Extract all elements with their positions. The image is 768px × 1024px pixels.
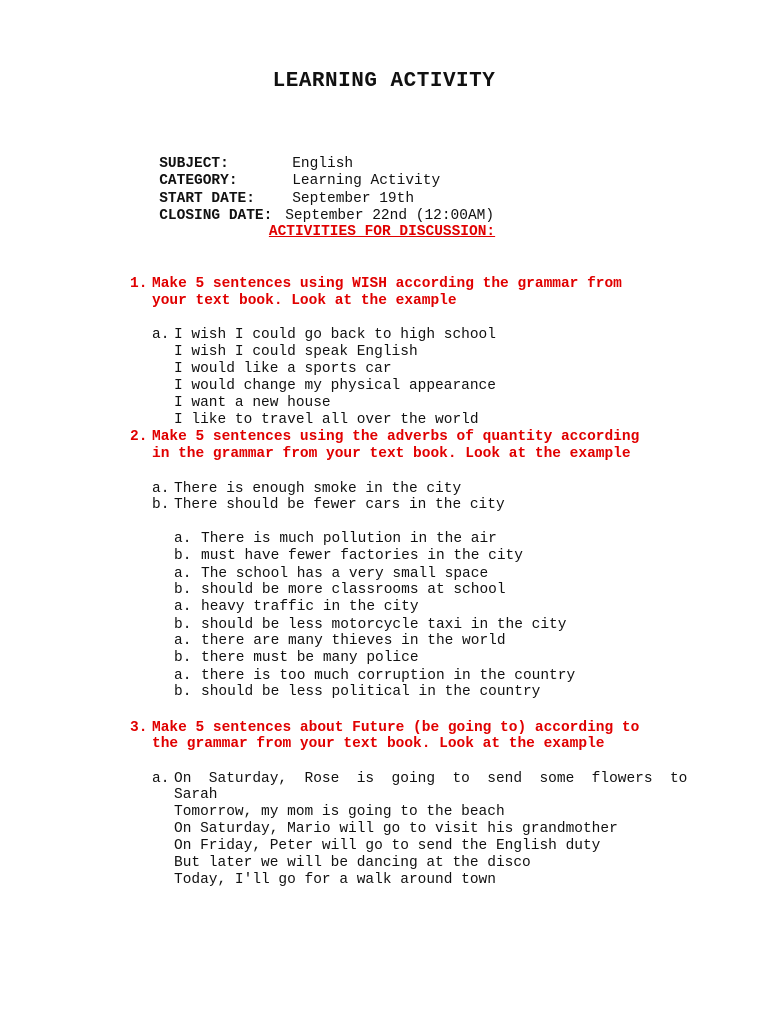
- list-item: On Saturday, Rose is going to send some flowers to: [174, 771, 688, 787]
- subject-value: English: [292, 155, 354, 172]
- category-value: Learning Activity: [292, 173, 441, 189]
- list-item: should be less political in the country: [201, 684, 541, 700]
- list-item: There should be fewer cars in the city: [174, 497, 505, 513]
- sub-letter: a.: [174, 668, 192, 684]
- list-item: I want a new house: [174, 395, 331, 411]
- list-item: I wish I could go back to high school: [174, 327, 496, 343]
- list-item: Today, I'll go for a walk around town: [174, 872, 496, 888]
- sub-letter: a.: [152, 771, 170, 787]
- list-item: On Friday, Peter will go to send the English duty: [174, 838, 601, 854]
- sub-letter: a.: [152, 481, 170, 497]
- item1-instruction-line2: your text book. Look at the example: [152, 293, 457, 309]
- item3-instruction-line2: the grammar from your text book. Look at the example: [152, 736, 605, 752]
- list-item: should be less motorcycle taxi in the city: [201, 617, 567, 633]
- closing-date-label: CLOSING DATE:: [159, 208, 273, 224]
- sub-letter: b.: [174, 582, 192, 598]
- item2-instruction-line1: Make 5 sentences using the adverbs of quantity according: [152, 429, 640, 445]
- subject-row: [107, 138, 494, 172]
- list-item: I would change my physical appearance: [174, 378, 496, 394]
- list-item: there is too much corruption in the country: [201, 668, 576, 684]
- item-number: 2.: [130, 429, 148, 445]
- list-item: On Saturday, Mario will go to visit his grandmother: [174, 821, 618, 837]
- meta-block: [107, 138, 495, 224]
- sub-letter: a.: [152, 327, 170, 343]
- list-item: Sarah: [174, 787, 218, 803]
- sub-letter: b.: [174, 548, 192, 564]
- sub-letter: b.: [152, 497, 170, 513]
- sub-letter: b.: [174, 650, 192, 666]
- list-item: I would like a sports car: [174, 361, 392, 377]
- list-item: I wish I could speak English: [174, 344, 418, 360]
- page-title: LEARNING ACTIVITY: [272, 70, 496, 93]
- start-date-value: September 19th: [292, 190, 415, 207]
- section-heading: ACTIVITIES FOR DISCUSSION:: [268, 224, 496, 240]
- list-item: But later we will be dancing at the disco: [174, 855, 531, 871]
- list-item: heavy traffic in the city: [201, 599, 419, 615]
- sub-letter: a.: [174, 566, 192, 582]
- list-item: Tomorrow, my mom is going to the beach: [174, 804, 505, 820]
- item-number: 1.: [130, 276, 148, 292]
- list-item: must have fewer factories in the city: [201, 548, 523, 564]
- closing-date-value: September 22nd (12:00AM): [285, 208, 495, 224]
- item1-instruction-line1: Make 5 sentences using WISH according the grammar from: [152, 276, 622, 292]
- list-item: there are many thieves in the world: [201, 633, 506, 649]
- list-item: I like to travel all over the world: [174, 412, 479, 428]
- sub-letter: b.: [174, 684, 192, 700]
- item3-instruction-line1: Make 5 sentences about Future (be going to) according to: [152, 720, 640, 736]
- sub-letter: b.: [174, 617, 192, 633]
- item2-instruction-line2: in the grammar from your text book. Look at the example: [152, 446, 631, 462]
- list-item: should be more classrooms at school: [201, 582, 506, 598]
- sub-letter: a.: [174, 599, 192, 615]
- sub-letter: a.: [174, 531, 192, 547]
- list-item: there must be many police: [201, 650, 419, 666]
- item-number: 3.: [130, 720, 148, 736]
- sub-letter: a.: [174, 633, 192, 649]
- list-item: The school has a very small space: [201, 566, 489, 582]
- list-item: There is much pollution in the air: [201, 531, 497, 547]
- subject-label: SUBJECT:: [159, 155, 229, 172]
- list-item: There is enough smoke in the city: [174, 481, 462, 497]
- category-label: CATEGORY:: [159, 173, 238, 189]
- start-date-label: START DATE:: [159, 190, 255, 207]
